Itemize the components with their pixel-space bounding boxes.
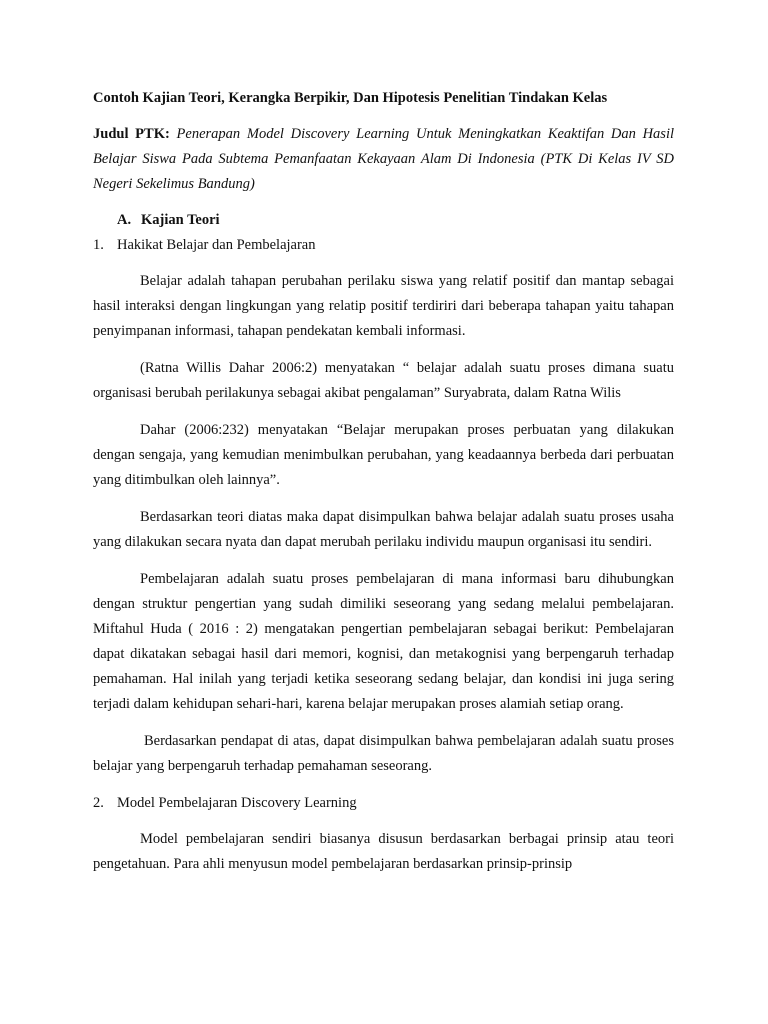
ptk-label: Judul PTK: xyxy=(93,126,170,142)
paragraph: Dahar (2006:232) menyatakan “Belajar merupakan proses perbuatan yang dilakukan dengan sengaja, yang kemudian menimbulkan perubahan, yang keadaannya berbeda dari perbuatan yang ditimbulkan oleh lainnya”. xyxy=(93,422,674,488)
subsection-2-number: 2. xyxy=(93,795,104,811)
section-a-label: Kajian Teori xyxy=(141,212,220,228)
ptk-title: Penerapan Model Discovery Learning Untuk Meningkatkan Keaktifan Dan Hasil Belajar Siswa Pada Subtema Pemanfaatan Kekayaan Alam Di Indonesia (PTK Di Kelas IV SD Negeri Sekelimus Bandung) xyxy=(93,126,675,192)
paragraph: Belajar adalah tahapan perubahan perilaku siswa yang relatif positif dan mantap sebagai hasil interaksi dengan lingkungan yang relatip positif terdiriri dari beberapa tahapan yaitu tahapan penyimpanan informasi, tahapan pendekatan kembali informasi. xyxy=(93,273,674,339)
document-title: Contoh Kajian Teori, Kerangka Berpikir, Dan Hipotesis Penelitian Tindakan Kelas xyxy=(93,90,608,106)
paragraph: (Ratna Willis Dahar 2006:2) menyatakan “ belajar adalah suatu proses dimana suatu organisasi berubah perilakunya sebagai akibat pengalaman” Suryabrata, dalam Ratna Wilis xyxy=(93,360,674,401)
subsection-2-heading xyxy=(93,791,674,816)
paragraph: Model pembelajaran sendiri biasanya disusun berdasarkan berbagai prinsip atau teori pengetahuan. Para ahli menyusun model pembelajaran berdasarkan prinsip-prinsip xyxy=(93,831,674,872)
section-a-number: A. xyxy=(117,212,132,228)
paragraph: Berdasarkan teori diatas maka dapat disimpulkan bahwa belajar adalah suatu proses usaha yang dilakukan secara nyata dan dapat merubah perilaku individu maupun organisasi itu sendiri. xyxy=(93,509,674,550)
paragraph: Pembelajaran adalah suatu proses pembelajaran di mana informasi baru dihubungkan dengan struktur pengertian yang sudah dimiliki seseorang yang sedang melalui pembelajaran. Miftahul Huda ( 2016 : 2) mengatakan pengertian pembelajaran sebagai berikut: Pembelajaran dapat dikatakan sebagai hasil dari memori, kognisi, dan metakognisi yang berpengaruh terhadap pemahaman. Hal inilah yang terjadi ketika seseorang sedang belajar, dan kondisi ini juga sering terjadi dalam kehidupan sehari-hari, karena belajar merupakan proses alamiah setiap orang. xyxy=(93,571,674,712)
subsection-1-label: Hakikat Belajar dan Pembelajaran xyxy=(117,237,316,253)
subsection-1-number: 1. xyxy=(93,237,104,253)
subsection-2-label: Model Pembelajaran Discovery Learning xyxy=(117,795,357,811)
paragraph: Berdasarkan pendapat di atas, dapat disimpulkan bahwa pembelajaran adalah suatu proses belajar yang berpengaruh terhadap pemahaman seseorang. xyxy=(93,733,674,774)
ptk-heading xyxy=(93,122,674,197)
section-a-heading xyxy=(93,208,674,233)
subsection-1-heading xyxy=(93,233,674,258)
